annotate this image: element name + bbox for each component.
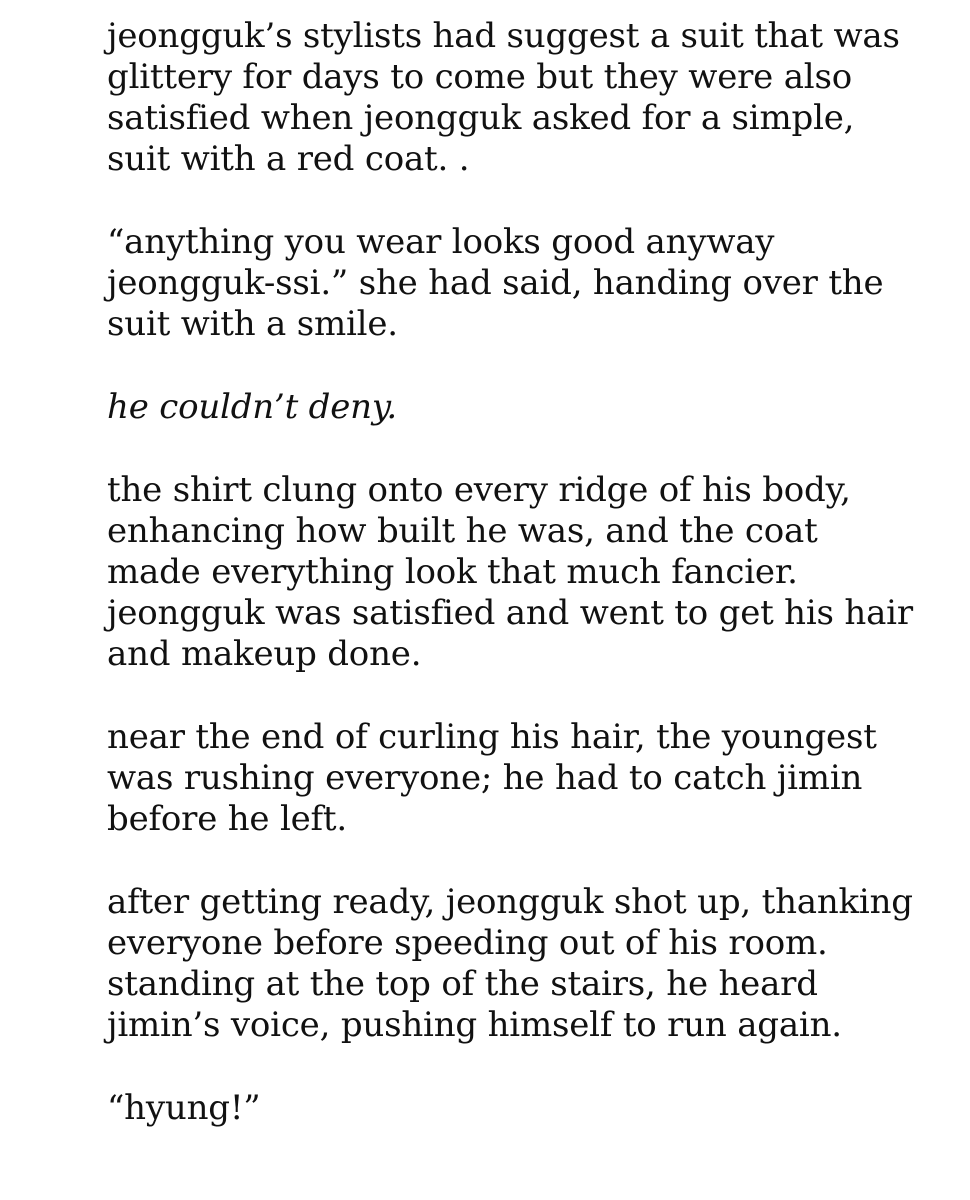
- text-line: “anything you wear looks good anyway: [107, 222, 775, 262]
- text-line: enhancing how built he was, and the coat: [107, 511, 818, 551]
- text-line: suit with a red coat. .: [107, 139, 470, 179]
- paragraph-ready: [107, 882, 947, 1046]
- text-line: jeongguk-ssi.” she had said, handing over the: [107, 263, 884, 303]
- paragraph-dialogue-anything: [107, 222, 947, 345]
- text-line: after getting ready, jeongguk shot up, thanking: [107, 882, 913, 922]
- text-line: standing at the top of the stairs, he heard: [107, 964, 818, 1004]
- paragraph-curling: [107, 717, 947, 840]
- document-page: [107, 16, 947, 1171]
- text-line: was rushing everyone; he had to catch jimin: [107, 758, 863, 798]
- paragraph-hyung: [107, 1088, 947, 1129]
- text-line: jeongguk was satisfied and went to get his hair: [107, 593, 913, 633]
- text-line: everyone before speeding out of his room.: [107, 923, 828, 963]
- text-line: jeongguk’s stylists had suggest a suit that was: [107, 16, 900, 56]
- text-line: “hyung!”: [107, 1088, 261, 1128]
- text-line: before he left.: [107, 799, 347, 839]
- text-line: suit with a smile.: [107, 304, 398, 344]
- text-line: glittery for days to come but they were also: [107, 57, 852, 97]
- text-line: made everything look that much fancier.: [107, 552, 798, 592]
- text-line: jimin’s voice, pushing himself to run again.: [107, 1005, 842, 1045]
- text-line: satisfied when jeongguk asked for a simple,: [107, 98, 855, 138]
- paragraph-shirt: [107, 470, 947, 675]
- text-line: the shirt clung onto every ridge of his body,: [107, 470, 851, 510]
- text-line: near the end of curling his hair, the youngest: [107, 717, 877, 757]
- paragraph-stylists: [107, 16, 947, 180]
- text-line: he couldn’t deny.: [107, 387, 397, 427]
- paragraph-italic-deny: [107, 387, 947, 428]
- text-line: and makeup done.: [107, 634, 422, 674]
